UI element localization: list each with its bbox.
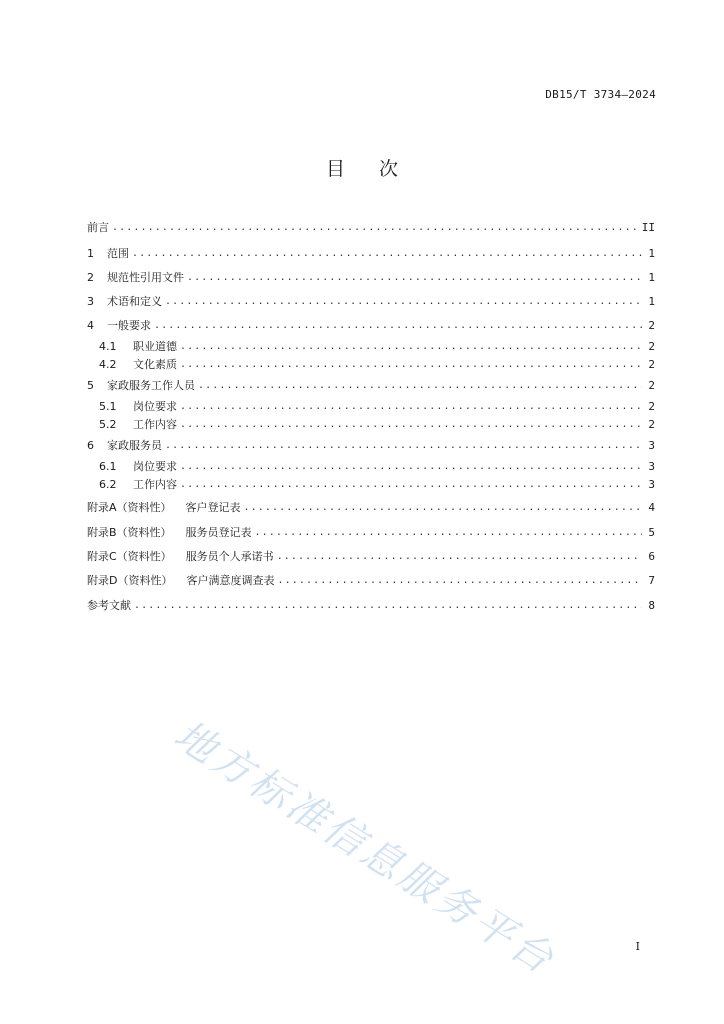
toc-entry-number: 6 [87, 438, 94, 452]
toc-entry-label: 客户登记表 [185, 501, 241, 514]
toc-entry-number: 6.2 [99, 477, 117, 491]
toc-entry-number: 5 [87, 378, 94, 392]
toc-entry[interactable] [87, 596, 655, 614]
toc-leader-dots [180, 359, 642, 370]
toc-entry-page: 8 [648, 598, 655, 612]
toc-entry[interactable] [87, 355, 655, 373]
toc-entry-heading [87, 476, 177, 492]
toc-entry-label: 文化素质 [133, 358, 177, 371]
toc-entry-page: II [641, 220, 655, 234]
toc-leader-dots [180, 479, 642, 490]
toc-entry-heading [87, 437, 162, 453]
toc-entry[interactable] [87, 498, 655, 516]
toc-entry-heading [87, 219, 109, 235]
toc-entry-heading [87, 548, 274, 564]
toc-entry-label: 前言 [87, 221, 109, 234]
toc-entry[interactable] [87, 457, 655, 475]
toc-entry[interactable] [87, 523, 655, 541]
toc-entry-number: 3 [87, 294, 94, 308]
toc-leader-dots [244, 502, 642, 513]
toc-entry[interactable] [87, 218, 655, 236]
toc-entry[interactable] [87, 397, 655, 415]
toc-entry-label: 家政服务员 [107, 439, 162, 452]
toc-entry-heading [87, 356, 177, 372]
toc-leader-dots [134, 600, 642, 611]
toc-entry-heading [87, 245, 129, 261]
toc-leader-dots [180, 401, 642, 412]
toc-title [0, 154, 724, 181]
toc-entry-label: 术语和定义 [107, 295, 162, 308]
toc-entry-number: 5.2 [99, 417, 117, 431]
toc-entry-heading [87, 597, 131, 613]
toc-leader-dots [198, 380, 642, 391]
toc-entry-page: 1 [648, 246, 655, 260]
toc-entry-page: 2 [648, 378, 655, 392]
toc-entry-heading [87, 524, 252, 540]
toc-entry-label: 服务员登记表 [185, 526, 252, 539]
toc-entry-heading [87, 269, 184, 285]
toc-entry-heading [87, 416, 177, 432]
toc-entry-page: 7 [648, 573, 655, 587]
toc-title-part2: 次 [379, 158, 399, 180]
toc-entry-label: 岗位要求 [133, 460, 177, 473]
toc-entry-number: 6.1 [99, 459, 117, 473]
toc-leader-dots [180, 419, 642, 430]
toc-leader-dots [180, 461, 642, 472]
toc-entry-page: 2 [648, 318, 655, 332]
toc-entry-heading [87, 293, 162, 309]
toc-entry-number: 2 [87, 270, 94, 284]
toc-entry-label: 一般要求 [107, 319, 151, 332]
toc-entry-page: 6 [648, 549, 655, 563]
toc-entry-number: 4.2 [99, 357, 117, 371]
toc-entry-page: 2 [648, 339, 655, 353]
toc-entry-number: 4 [87, 318, 94, 332]
page-number: I [635, 940, 640, 953]
toc-entry-page: 1 [648, 294, 655, 308]
toc-entry-label: 职业道德 [133, 340, 177, 353]
toc-entry-page: 2 [648, 417, 655, 431]
toc-leader-dots [132, 248, 642, 259]
toc-entry-number: 4.1 [99, 339, 117, 353]
toc-entry-page: 1 [648, 270, 655, 284]
toc-leader-dots [154, 320, 642, 331]
toc-entry[interactable] [87, 571, 655, 589]
toc-entry-number: 5.1 [99, 399, 117, 413]
toc-leader-dots [187, 272, 642, 283]
toc-leader-dots [255, 527, 642, 538]
toc-entry-page: 5 [648, 525, 655, 539]
toc-entry-number: 1 [87, 246, 94, 260]
toc-entry-heading [87, 398, 177, 414]
toc-entry-heading [87, 499, 241, 515]
toc-entry-page: 2 [648, 399, 655, 413]
toc-entry-label: 参考文献 [87, 599, 131, 612]
document-code: DB15/T 3734—2024 [545, 88, 656, 101]
toc-entry-label: 范围 [107, 247, 129, 260]
toc-entry-number: 附录B（资料性） [87, 526, 172, 539]
toc-entry[interactable] [87, 337, 655, 355]
toc-entry-label: 服务员个人承诺书 [185, 550, 274, 563]
toc-entry-label: 工作内容 [133, 478, 177, 491]
toc-leader-dots [165, 296, 642, 307]
toc-entry-label: 岗位要求 [133, 400, 177, 413]
toc-entry-page: 3 [648, 459, 655, 473]
toc-entry-heading [87, 458, 177, 474]
toc-entry[interactable] [87, 415, 655, 433]
toc-entry-label: 工作内容 [133, 418, 177, 431]
watermark: 地方标准信息服务平台 [165, 711, 564, 985]
toc-entry-page: 3 [648, 477, 655, 491]
toc-entry[interactable] [87, 376, 655, 394]
toc-entry[interactable] [87, 475, 655, 493]
toc-title-part1: 目 [325, 158, 345, 180]
toc-entry-label: 客户满意度调查表 [186, 574, 275, 587]
toc-entry-number: 附录A（资料性） [87, 501, 172, 514]
toc-entry[interactable] [87, 292, 655, 310]
toc-entry[interactable] [87, 436, 655, 454]
toc-leader-dots [180, 341, 642, 352]
toc-entry-heading [87, 377, 195, 393]
toc-entry[interactable] [87, 547, 655, 565]
toc-entry-page: 2 [648, 357, 655, 371]
toc-entry-page: 3 [648, 438, 655, 452]
toc-entry-label: 家政服务工作人员 [107, 379, 195, 392]
toc-entry-heading [87, 572, 274, 588]
toc-leader-dots [112, 222, 639, 233]
toc-leader-dots [277, 551, 642, 562]
toc-entry[interactable] [87, 316, 655, 334]
toc-entry-heading [87, 338, 177, 354]
toc-leader-dots [165, 440, 642, 451]
toc-entry-heading [87, 317, 151, 333]
toc-entry-number: 附录D（资料性） [87, 574, 173, 587]
toc-entry[interactable] [87, 268, 655, 286]
toc-entry-page: 4 [648, 500, 655, 514]
toc-leader-dots [277, 575, 642, 586]
toc-entry-number: 附录C（资料性） [87, 550, 172, 563]
toc-entry-label: 规范性引用文件 [107, 271, 184, 284]
toc-entry[interactable] [87, 244, 655, 262]
